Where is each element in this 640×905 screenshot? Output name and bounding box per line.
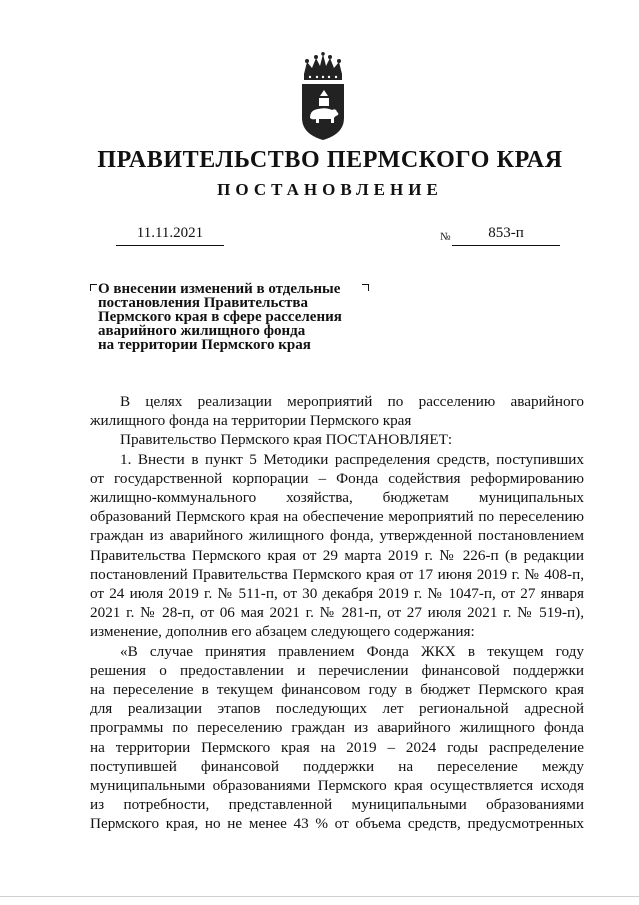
body-line: Правительство Пермского края ПОСТАНОВЛЯЕТ:: [120, 431, 453, 449]
body-line: жилищно-коммунального хозяйства, бюджетам муниципальных: [90, 489, 584, 507]
document-type: ПОСТАНОВЛЕНИЕ: [217, 180, 443, 199]
body-line: на территории Пермского края на 2019 – 2024 годы распределение: [90, 738, 584, 756]
page-bottom-edge: [0, 896, 640, 897]
perm-krai-coat-of-arms-icon: [298, 52, 348, 142]
body-line: Пермского края, но не менее 43 % от объема средств, предусмотренных: [90, 815, 584, 833]
body-line: жилищного фонда на территории Пермского края: [90, 412, 412, 430]
body-line: от 24 июля 2019 г. № 511-п, от 30 декабря 2019 г. № 1047-п, от 27 января: [90, 585, 584, 603]
document-body: [90, 392, 584, 834]
number-label: №: [440, 231, 451, 243]
subject-line: на территории Пермского края: [98, 337, 311, 353]
government-title: ПРАВИТЕЛЬСТВО ПЕРМСКОГО КРАЯ: [97, 147, 563, 173]
body-line: решения о предоставлении и перечислении финансовой поддержки: [90, 661, 584, 679]
body-line: В целях реализации мероприятий по расселению аварийного: [120, 393, 584, 410]
body-line: «В случае принятия правлением Фонда ЖКХ в текущем году: [120, 642, 584, 660]
body-line: от государственной корпорации – Фонда содействия реформированию: [90, 469, 584, 487]
subject-line: О внесении изменений в отдельные: [98, 281, 341, 297]
body-line: для реализации этапов последующих лет региональной адресной: [90, 700, 584, 718]
body-line: программы по переселению граждан из аварийного жилищного фонда: [90, 719, 584, 737]
document-subject: [98, 282, 358, 352]
body-line: муниципальными образованиями Пермского края осуществляется исходя: [90, 777, 584, 795]
body-line: 2021 г. № 28-п, от 06 мая 2021 г. № 281-п, от 27 июля 2021 г. № 519-п),: [90, 604, 584, 622]
body-line: постановлений Правительства Пермского края от 17 июня 2019 г. № 408-п,: [90, 565, 584, 583]
document-number: 853-п: [452, 223, 560, 246]
subject-bracket-right: [362, 284, 369, 291]
body-line: 1. Внести в пункт 5 Методики распределения средств, поступивших: [120, 450, 584, 468]
subject-bracket-left: [90, 284, 97, 291]
body-line: граждан из аварийного жилищного фонда, утвержденной постановлением: [90, 527, 584, 545]
body-line: из потребности, представленной муниципальными образованиями: [90, 796, 584, 814]
subject-line: аварийного жилищного фонда: [98, 323, 306, 339]
body-line: Правительства Пермского края от 29 марта 2019 г. № 226-п (в редакции: [90, 546, 584, 564]
document-date: 11.11.2021: [116, 223, 224, 246]
body-line: поступившей финансовой поддержки на переселение между: [90, 757, 584, 775]
body-line: образований Пермского края на обеспечение мероприятий по переселению: [90, 508, 584, 526]
subject-line: постановления Правительства: [98, 295, 308, 311]
body-line: изменение, дополнив его абзацем следующего содержания:: [90, 623, 475, 641]
body-line: на переселение в текущем финансовом году в бюджет Пермского края: [90, 681, 584, 699]
subject-line: Пермского края в сфере расселения: [98, 309, 342, 325]
